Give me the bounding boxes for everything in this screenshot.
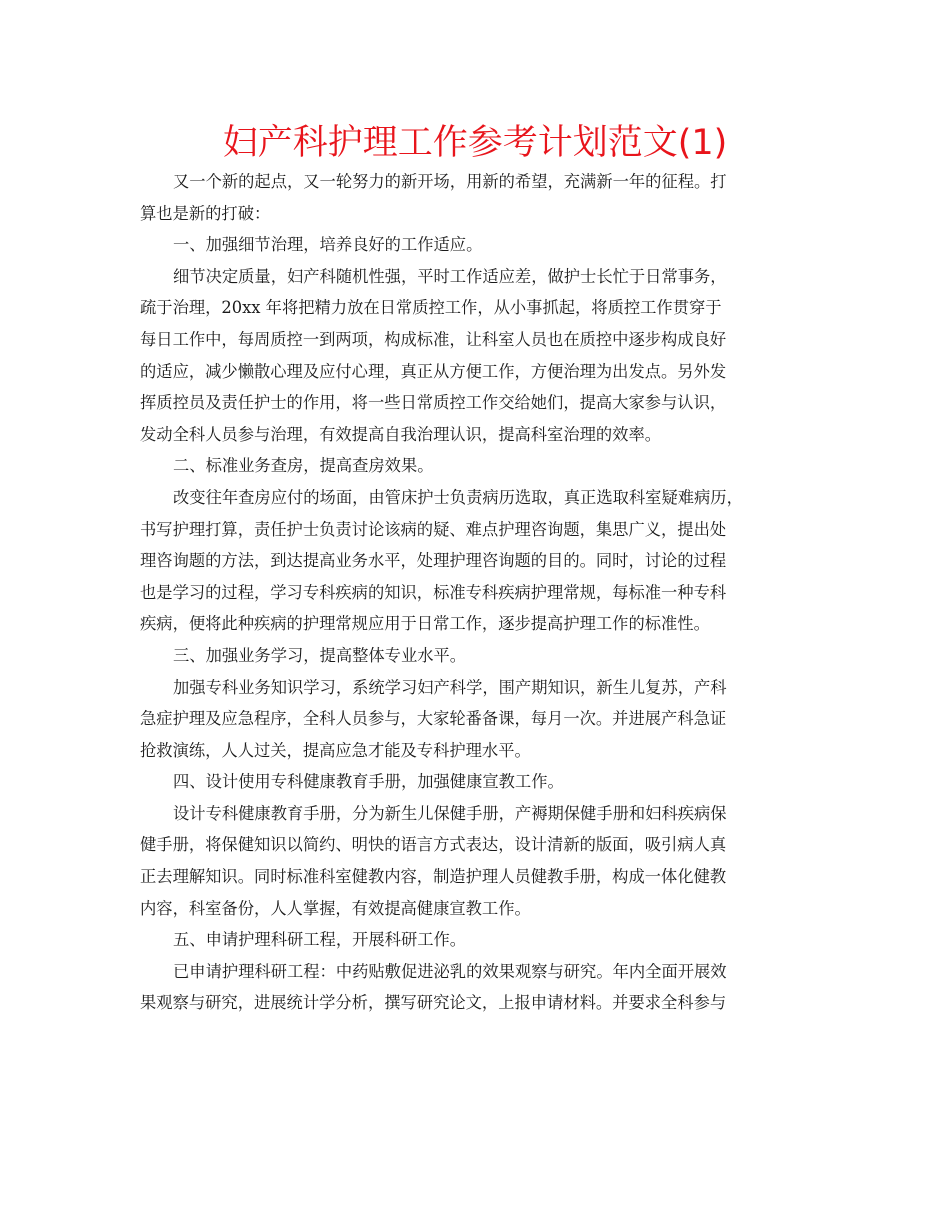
text-line: 五、申请护理科研工程，开展科研工作。: [173, 930, 467, 950]
text-line: 书写护理打算，责任护士负责讨论该病的疑、难点护理咨询题，集思广义，提出处: [140, 519, 727, 539]
text-line: 每日工作中，每周质控一到两项，构成标准，让科室人员也在质控中逐步构成良好: [140, 329, 727, 349]
text-line: 抢救演练，人人过关，提高应急才能及专科护理水平。: [140, 740, 531, 760]
text-line: 发动全科人员参与治理，有效提高自我治理认识，提高科室治理的效率。: [140, 424, 662, 444]
text-line: 一、加强细节治理，培养良好的工作适应。: [173, 235, 483, 255]
text-line: 挥质控员及责任护士的作用，将一些日常质控工作交给她们，提高大家参与认识，: [140, 393, 727, 413]
text-line: 改变往年查房应付的场面，由管床护士负责病历选取，真正选取科室疑难病历，: [173, 487, 743, 507]
text-line: 已申请护理科研工程：中药贴敷促进泌乳的效果观察与研究。年内全面开展效: [173, 961, 727, 981]
text-line: 细节决定质量，妇产科随机性强，平时工作适应差，做护士长忙于日常事务，: [173, 266, 727, 286]
text-line: 正去理解知识。同时标准科室健教内容，制造护理人员健教手册，构成一体化健教: [140, 867, 727, 887]
text-line: 二、标准业务查房，提高查房效果。: [173, 456, 434, 476]
document-body: [140, 166, 812, 1019]
text-line: 疏于治理，20xx 年将把精力放在日常质控工作，从小事抓起，将质控工作贯穿于: [140, 298, 722, 318]
text-line: 也是学习的过程，学习专科疾病的知识，标准专科疾病护理常规，每标准一种专科: [140, 582, 727, 602]
text-line: 加强专科业务知识学习，系统学习妇产科学，围产期知识，新生儿复苏，产科: [173, 677, 727, 697]
text-line: 健手册，将保健知识以简约、明快的语言方式表达，设计清新的版面，吸引病人真: [140, 835, 727, 855]
text-line: 疾病，便将此种疾病的护理常规应用于日常工作，逐步提高护理工作的标准性。: [140, 614, 710, 634]
text-line: 的适应，减少懒散心理及应付心理，真正从方便工作，方便治理为出发点。另外发: [140, 361, 727, 381]
text-line: 三、加强业务学习，提高整体专业水平。: [173, 645, 467, 665]
text-line: 内容，科室备份，人人掌握，有效提高健康宣教工作。: [140, 898, 531, 918]
text-line: 理咨询题的方法，到达提高业务水平，处理护理咨询题的目的。同时，讨论的过程: [140, 551, 727, 571]
text-line: 果观察与研究，进展统计学分析，撰写研究论文，上报申请材料。并要求全科参与: [140, 993, 727, 1013]
document-title: 妇产科护理工作参考计划范文(1): [222, 123, 728, 163]
text-line: 急症护理及应急程序，全科人员参与，大家轮番备课，每月一次。并进展产科急证: [140, 709, 727, 729]
text-line: 算也是新的打破：: [140, 203, 271, 223]
text-line: 设计专科健康教育手册，分为新生儿保健手册，产褥期保健手册和妇科疾病保: [173, 803, 727, 823]
text-line: 又一个新的起点，又一轮努力的新开场，用新的希望，充满新一年的征程。打: [173, 172, 727, 191]
text-line: 四、设计使用专科健康教育手册，加强健康宣教工作。: [173, 772, 564, 792]
